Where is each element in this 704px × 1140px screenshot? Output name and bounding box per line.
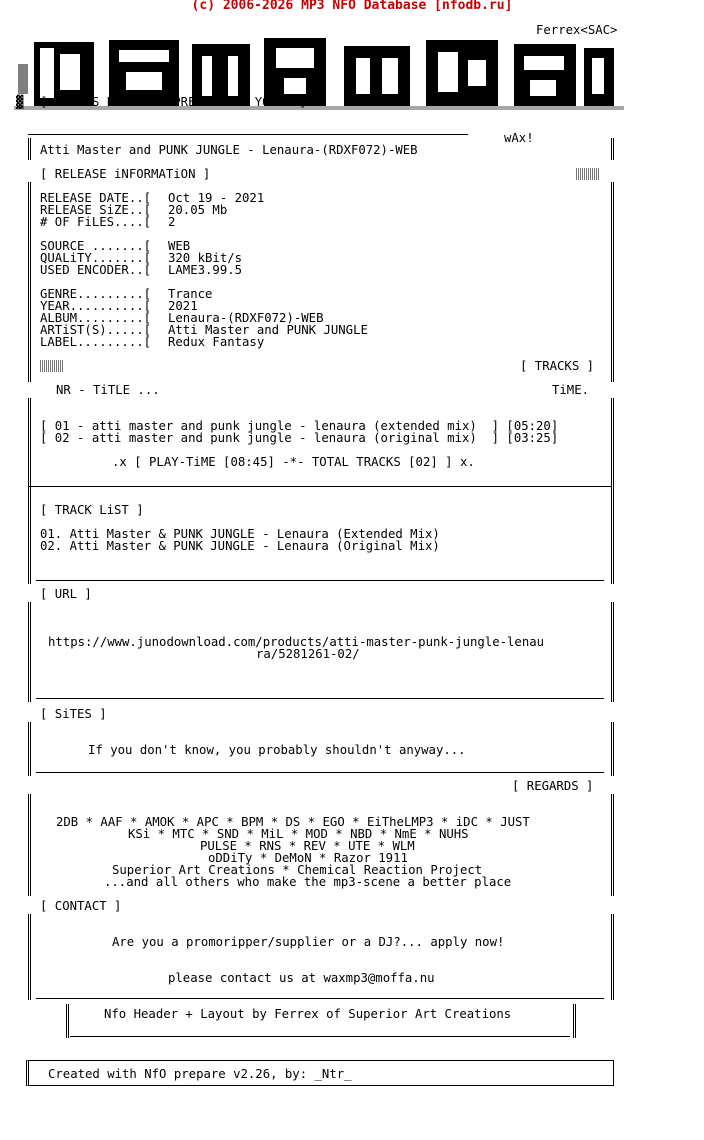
footer-text: Created with NfO prepare v2.26, by: _Ntr_ <box>48 1067 352 1081</box>
genre-label: GENRE.........[ <box>40 287 152 301</box>
encoder: LAME3.99.5 <box>168 263 243 277</box>
divider <box>28 134 468 135</box>
tracklist-header: [ TRACK LiST ] <box>40 503 144 517</box>
num-files: 2 <box>168 215 176 229</box>
source-label: SOURCE .......[ <box>40 239 152 253</box>
artists-label: ARTiST(S).....[ <box>40 323 152 337</box>
num-files-label: # OF FiLES....[ <box>40 215 152 229</box>
year-label: YEAR..........[ <box>40 299 152 313</box>
artist-tag: Ferrex<SAC> <box>536 23 618 37</box>
genre: Trance <box>168 287 213 301</box>
quality: 320 kBit/s <box>168 251 243 265</box>
url-line[interactable]: https://www.junodownload.com/products/atti-master-punk-jungle-lenau <box>48 635 545 649</box>
info-header: [ RELEASE iNFORMATiON ] <box>40 167 211 181</box>
present-line-left-deco: ▓ <box>16 95 24 109</box>
tracklist-item: 02. Atti Master & PUNK JUNGLE - Lenaura (Original Mix) <box>40 539 440 553</box>
divider <box>36 998 604 999</box>
divider <box>28 486 611 487</box>
site-credit: (c) 2006-2026 MP3 NFO Database [nfodb.ru] <box>191 0 513 13</box>
track-line: [ 02 - atti master and punk jungle - lenaura (original mix) ] [03:25] <box>40 431 559 445</box>
playtime: .x [ PLAY-TiME [08:45] -*- TOTAL TRACKS [02] ] x. <box>112 455 475 469</box>
track-line: [ 01 - atti master and punk jungle - lenaura (extended mix) ] [05:20] <box>40 419 559 433</box>
regards-line: ...and all others who make the mp3-scene a better place <box>104 875 512 889</box>
shade-deco <box>40 360 64 372</box>
release-date-label: RELEASE DATE..[ <box>40 191 152 205</box>
tracks-col-title: NR - TiTLE ... <box>56 383 160 397</box>
regards-header: [ REGARDS ] <box>512 779 594 793</box>
present-line: [ wAx iS PROUD TO PRESENT TO YOU ..] <box>40 95 307 109</box>
quality-label: QUALiTY.......[ <box>40 251 152 265</box>
album-label: ALBUM.........[ <box>40 311 152 325</box>
tracks-col-time: TiME. <box>552 383 590 397</box>
source: WEB <box>168 239 191 253</box>
tracklist-item: 01. Atti Master & PUNK JUNGLE - Lenaura (Extended Mix) <box>40 527 440 541</box>
release-size-label: RELEASE SiZE..[ <box>40 203 152 217</box>
sites-text: If you don't know, you probably shouldn't anyway... <box>88 743 466 757</box>
release-title: Atti Master and PUNK JUNGLE - Lenaura-(RDXF072)-WEB <box>40 143 418 157</box>
regards-line: 2DB * AAF * AMOK * APC * BPM * DS * EGO * EiTheLMP3 * iDC * JUST <box>56 815 530 829</box>
regards-line: PULSE * RNS * REV * UTE * WLM <box>200 839 415 853</box>
tracks-header: [ TRACKS ] <box>520 359 595 373</box>
release-size: 20.05 Mb <box>168 203 228 217</box>
regards-line: oDDiTy * DeMoN * Razor 1911 <box>208 851 408 865</box>
contact-line2: please contact us at waxmp3@moffa.nu <box>168 971 435 985</box>
label: Redux Fantasy <box>168 335 265 349</box>
url-header: [ URL ] <box>40 587 92 601</box>
divider <box>70 1036 570 1037</box>
contact-header: [ CONTACT ] <box>40 899 122 913</box>
artists: Atti Master and PUNK JUNGLE <box>168 323 368 337</box>
label-label: LABEL.........[ <box>40 335 152 349</box>
shade-deco <box>576 168 600 180</box>
year: 2021 <box>168 299 198 313</box>
contact-line1: Are you a promoripper/supplier or a DJ?... apply now! <box>112 935 505 949</box>
group-tag: wAx! <box>504 131 534 145</box>
release-date: Oct 19 - 2021 <box>168 191 265 205</box>
regards-line: Superior Art Creations * Chemical Reaction Project <box>112 863 483 877</box>
album: Lenaura-(RDXF072)-WEB <box>168 311 324 325</box>
url-line[interactable]: ra/5281261-02/ <box>256 647 360 661</box>
encoder-label: USED ENCODER..[ <box>40 263 152 277</box>
credits-line: Nfo Header + Layout by Ferrex of Superior Art Creations <box>104 1007 512 1021</box>
divider <box>36 580 604 581</box>
divider <box>36 772 604 773</box>
divider <box>36 698 604 699</box>
sites-header: [ SiTES ] <box>40 707 107 721</box>
contact-box <box>28 914 614 1000</box>
regards-line: KSi * MTC * SND * MiL * MOD * NBD * NmE * NUHS <box>128 827 469 841</box>
